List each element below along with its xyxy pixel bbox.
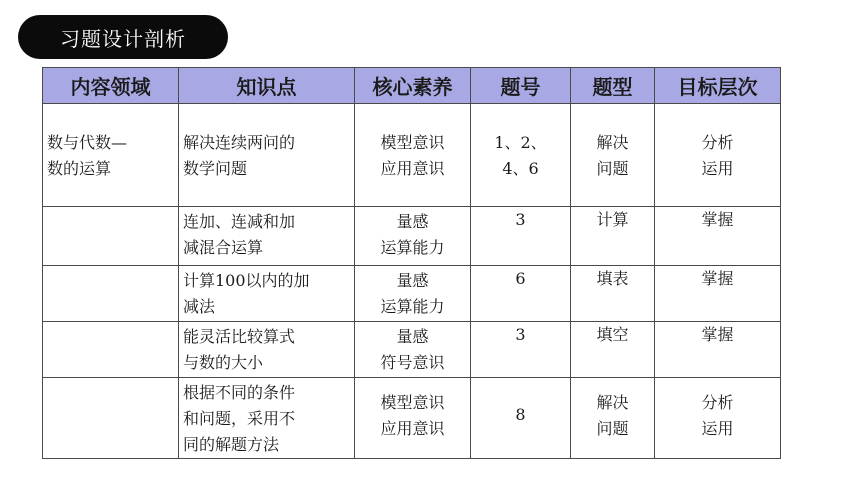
cell-number: 3 bbox=[471, 207, 571, 266]
cell-literacy: 量感 运算能力 bbox=[355, 207, 471, 266]
cell-domain bbox=[43, 207, 179, 266]
cell-level: 掌握 bbox=[655, 266, 781, 322]
cell-type: 解决 问题 bbox=[571, 378, 655, 459]
column-header-number: 题号 bbox=[471, 68, 571, 104]
cell-type: 计算 bbox=[571, 207, 655, 266]
cell-knowledge: 能灵活比较算式 与数的大小 bbox=[179, 322, 355, 378]
column-header-type: 题型 bbox=[571, 68, 655, 104]
column-header-knowledge: 知识点 bbox=[179, 68, 355, 104]
cell-type: 填空 bbox=[571, 322, 655, 378]
cell-domain bbox=[43, 322, 179, 378]
cell-number: 1、2、 4、6 bbox=[471, 104, 571, 207]
cell-level: 掌握 bbox=[655, 322, 781, 378]
cell-knowledge: 根据不同的条件 和问题，采用不 同的解题方法 bbox=[179, 378, 355, 459]
cell-number: 8 bbox=[471, 378, 571, 459]
table-row bbox=[43, 104, 781, 207]
table-row bbox=[43, 322, 781, 378]
cell-level: 掌握 bbox=[655, 207, 781, 266]
table-row bbox=[43, 207, 781, 266]
cell-knowledge: 解决连续两问的 数学问题 bbox=[179, 104, 355, 207]
section-title: 习题设计剖析 bbox=[18, 15, 228, 59]
cell-type: 解决 问题 bbox=[571, 104, 655, 207]
cell-knowledge: 连加、连减和加 减混合运算 bbox=[179, 207, 355, 266]
analysis-table bbox=[42, 67, 781, 459]
cell-level: 分析 运用 bbox=[655, 104, 781, 207]
cell-literacy: 模型意识 应用意识 bbox=[355, 378, 471, 459]
table-row bbox=[43, 378, 781, 459]
cell-literacy: 量感 符号意识 bbox=[355, 322, 471, 378]
cell-literacy: 模型意识 应用意识 bbox=[355, 104, 471, 207]
table-header-row bbox=[43, 68, 781, 104]
cell-domain bbox=[43, 378, 179, 459]
cell-domain: 数与代数— 数的运算 bbox=[43, 104, 179, 207]
column-header-literacy: 核心素养 bbox=[355, 68, 471, 104]
cell-knowledge: 计算100以内的加 减法 bbox=[179, 266, 355, 322]
cell-literacy: 量感 运算能力 bbox=[355, 266, 471, 322]
column-header-domain: 内容领域 bbox=[43, 68, 179, 104]
cell-number: 3 bbox=[471, 322, 571, 378]
table-row bbox=[43, 266, 781, 322]
cell-domain bbox=[43, 266, 179, 322]
cell-level: 分析 运用 bbox=[655, 378, 781, 459]
cell-number: 6 bbox=[471, 266, 571, 322]
cell-type: 填表 bbox=[571, 266, 655, 322]
column-header-level: 目标层次 bbox=[655, 68, 781, 104]
